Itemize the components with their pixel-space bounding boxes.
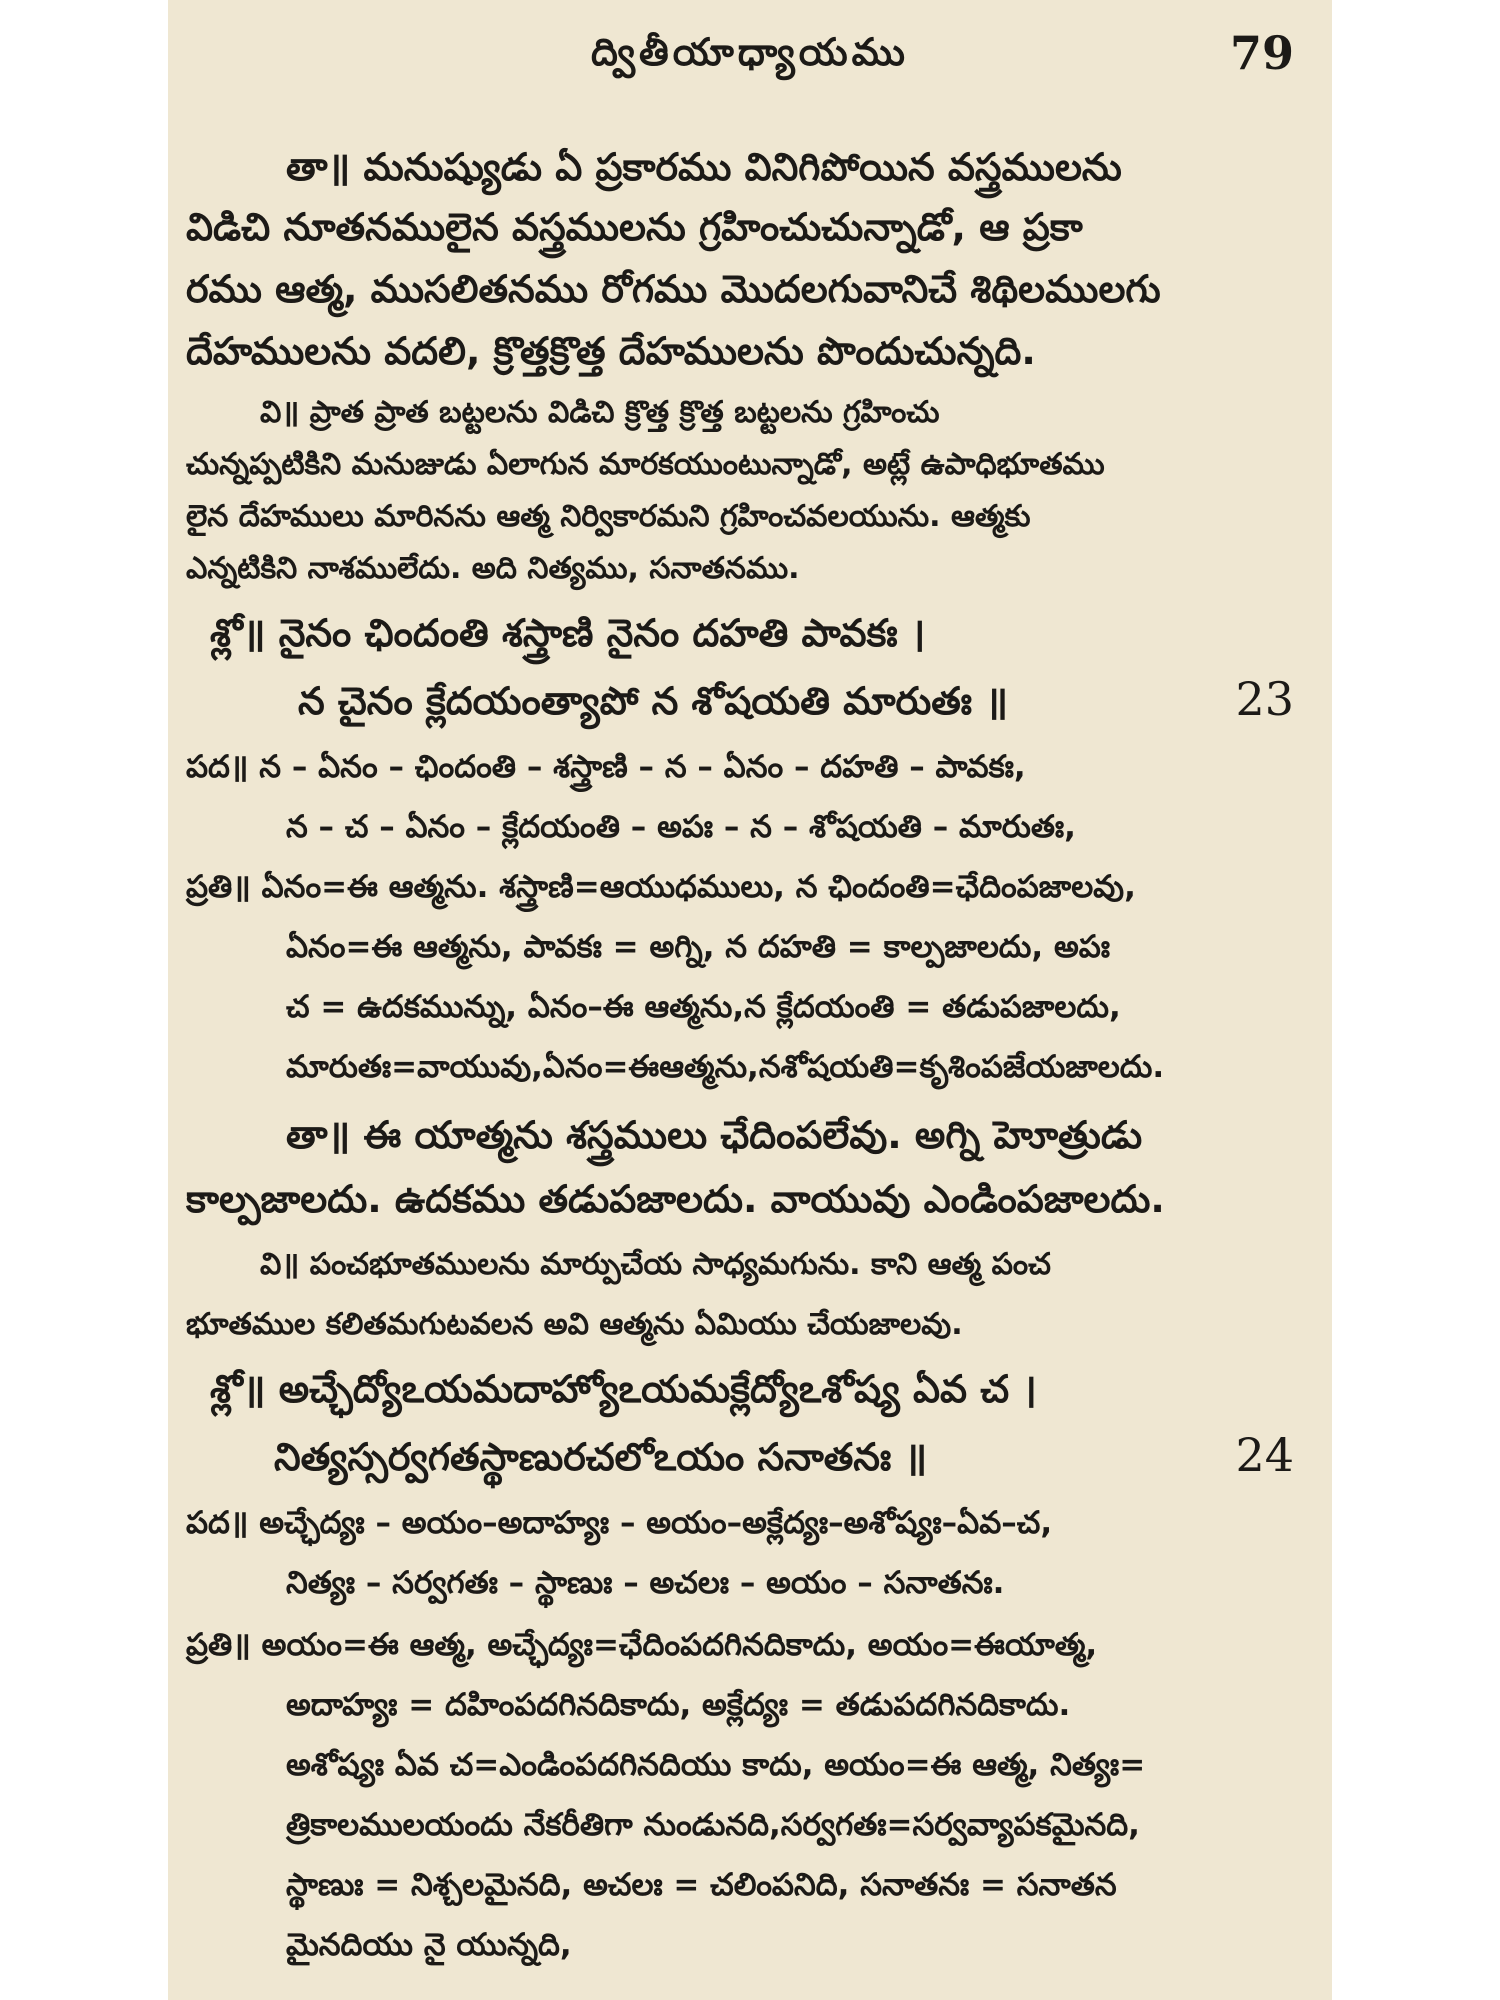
sloka-line: న చైనం క్లేదయంత్యాపో న శోషయతి మారుతః ॥ <box>298 679 1009 723</box>
text-line: పద॥ న – ఏనం – ఛిందంతి – శస్త్రాణి – న – ఏనం – దహతి – పావకః, <box>186 749 1026 785</box>
text-line: ఏనం=ఈ ఆత్మను, పావకః = అగ్ని, న దహతి = కాల్పజాలదు, అపః <box>286 929 1110 965</box>
text-line: ప్రతి॥ ఏనం=ఈ ఆత్మను. శస్త్రాణి=ఆయుధములు, న ఛిందంతి=ఛేదింపజాలవు, <box>186 869 1136 905</box>
text-line: లైన దేహములు మారినను ఆత్మ నిర్వికారమని గ్రహించవలయును. ఆత్మకు <box>186 499 1031 534</box>
text-line: ఎన్నటికిని నాశములేదు. అది నిత్యము, సనాతనము. <box>186 551 800 586</box>
text-line: న – చ – ఏనం – క్లేదయంతి – అపః – న – శోషయతి – మారుతః, <box>286 809 1076 845</box>
sloka-line: శ్లో॥ నైనం ఛిందంతి శస్త్రాణి నైనం దహతి పావకః । <box>210 611 926 655</box>
sloka-line: నిత్యస్సర్వగతస్థాణురచలోఽయం సనాతనః ॥ <box>274 1435 928 1479</box>
text-line: తా॥ మనుష్యుడు ఏ ప్రకారము వినిగిపోయిన వస్త్రములను <box>286 145 1122 189</box>
text-line: పద॥ అచ్ఛేద్యః – అయం–అదాహ్యః – అయం–అక్లేద్యః–అశోష్యః–ఏవ–చ, <box>186 1505 1053 1541</box>
text-line: వి॥ పంచభూతములను మార్పుచేయ సాధ్యమగును. కాని ఆత్మ పంచ <box>260 1247 1051 1282</box>
book-page <box>168 0 1332 2000</box>
sloka-number: 23 <box>1235 672 1294 726</box>
text-line: భూతముల కలితమగుటవలన అవి ఆత్మను ఏమియు చేయజాలవు. <box>186 1307 963 1342</box>
sloka-line: శ్లో॥ అచ్ఛేద్యోఽయమదాహ్యోఽయమక్లేద్యోఽశోష్య ఏవ చ । <box>210 1367 1037 1411</box>
text-line: రము ఆత్మ, ముసలితనము రోగము మొదలగువానిచే శిథిలములగు <box>186 267 1161 311</box>
text-line: తా॥ ఈ యాత్మను శస్త్రములు ఛేదింపలేవు. అగ్ని హెూత్రుడు <box>286 1113 1143 1157</box>
text-line: స్థాణుః = నిశ్చలమైనది, అచలః = చలింపనిది, సనాతనః = సనాతన <box>286 1867 1117 1903</box>
text-line: మారుతః=వాయువు,ఏనం=ఈఆత్మను,నశోషయతి=కృశింపజేయజాలదు. <box>286 1049 1165 1085</box>
text-line: ప్రతి॥ అయం=ఈ ఆత్మ, అచ్ఛేద్యః=ఛేదింపదగినదికాదు, అయం=ఈయాత్మ, <box>186 1627 1098 1663</box>
page-number: 79 <box>1229 26 1294 80</box>
text-line: విడిచి నూతనములైన వస్త్రములను గ్రహించుచున్నాడో, ఆ ప్రకా <box>186 205 1083 249</box>
chapter-title: ద్వితీయాధ్యాయము <box>591 30 909 74</box>
text-line: నిత్యః – సర్వగతః – స్థాణుః – అచలః – అయం – సనాతనః. <box>286 1565 1005 1601</box>
text-line: కాల్పజాలదు. ఉదకము తడుపజాలదు. వాయువు ఎండింపజాలదు. <box>186 1177 1165 1221</box>
text-line: అదాహ్యః = దహింపదగినదికాదు, అక్లేద్యః = తడుపదగినదికాదు. <box>286 1687 1071 1723</box>
text-line: వి॥ ప్రాత ప్రాత బట్టలను విడిచి క్రొత్త క్రొత్త బట్టలను గ్రహించు <box>260 395 940 430</box>
text-line: దేహములను వదలి, క్రొత్తక్రొత్త దేహములను పొందుచున్నది. <box>186 329 1036 373</box>
sloka-number: 24 <box>1235 1428 1294 1482</box>
text-line: చ = ఉదకమున్ను, ఏనం–ఈ ఆత్మను,న క్లేదయంతి = తడుపజాలదు, <box>286 989 1121 1025</box>
text-line: మైనదియు నై యున్నది, <box>286 1927 572 1963</box>
text-line: చున్నప్పటికిని మనుజుడు ఏలాగున మారకయుంటున్నాడో, అట్లే ఉపాధిభూతము <box>186 447 1105 482</box>
text-line: అశోష్యః ఏవ చ=ఎండింపదగినదియు కాదు, అయం=ఈ ఆత్మ, నిత్యః= <box>286 1747 1146 1783</box>
text-line: త్రికాలములయందు నేకరీతిగా నుండునది,సర్వగతః=సర్వవ్యాపకమైనది, <box>286 1807 1140 1843</box>
